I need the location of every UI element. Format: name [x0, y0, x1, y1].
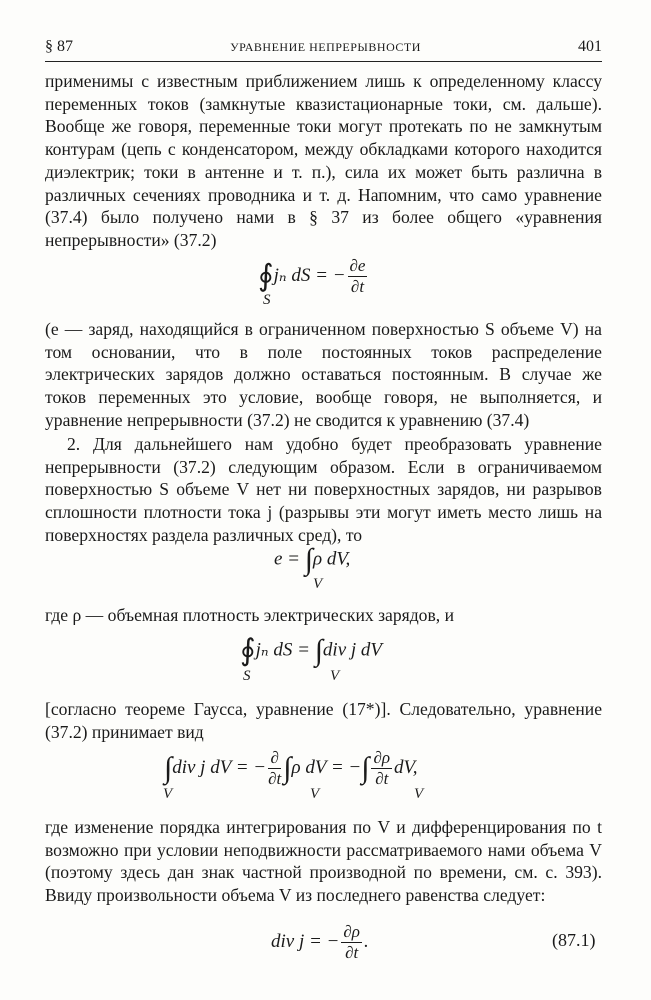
- eq4-numerator-2: ∂ρ: [373, 748, 391, 767]
- integral-sign: ∫: [361, 751, 370, 785]
- equation-volume-form: [164, 748, 417, 789]
- eq3-limit-v: V: [330, 668, 340, 684]
- integral-sign: ∫: [164, 751, 173, 785]
- eq1-denominator: ∂t: [350, 277, 365, 296]
- eq4-fraction-2: [371, 748, 392, 789]
- eq5-tail: .: [363, 930, 369, 952]
- running-title: УРАВНЕНИЕ НЕПРЕРЫВНОСТИ: [230, 40, 421, 54]
- integral-sign: ∫: [304, 543, 313, 576]
- equation-charge-flux: [258, 256, 369, 297]
- section-number: § 87: [45, 38, 73, 55]
- eq4-denominator-2: ∂t: [375, 769, 389, 788]
- eq2-rhs: ρ dV,: [312, 548, 351, 570]
- eq2-limit: V: [313, 576, 323, 592]
- eq5-numerator: ∂ρ: [343, 922, 360, 941]
- paragraph-5: [согласно теореме Гаусса, уравнение (17*)]. Следовательно, уравнение (37.2) принимает вид: [45, 699, 602, 742]
- eq5-lhs: div j = −: [271, 930, 340, 952]
- eq1-fraction: [348, 256, 368, 297]
- eq5-denominator: ∂t: [345, 943, 359, 962]
- eq4-limit-1: V: [163, 786, 173, 802]
- eq3-rhs: div j dV: [322, 639, 383, 661]
- eq3-limit-s: S: [243, 668, 251, 684]
- contour-integral-sign: ∮: [258, 259, 274, 293]
- eq3-lhs: jₙ dS =: [255, 639, 315, 661]
- eq1-limit: S: [263, 292, 271, 308]
- equation-gauss: [240, 636, 382, 666]
- eq4-fraction-1: [268, 748, 281, 789]
- eq4-limit-3: V: [414, 786, 424, 802]
- paragraph-2: (e — заряд, находящийся в ограниченном поверхностью S объеме V) на том основании, что в поле постоянных токов распределение электрических зарядов должно оставаться постоянным. В случае же токов переменных это условие, вообще говоря, не выполняется, и уравнение непрерывности (37.2) не сводится к уравнению (37.4): [45, 319, 602, 430]
- header-rule: [45, 61, 602, 62]
- eq4-numerator-1: ∂: [268, 748, 281, 769]
- eq2-lhs: e =: [274, 548, 305, 570]
- eq4-limit-2: V: [310, 786, 320, 802]
- integral-sign: ∫: [314, 634, 323, 667]
- equation-total-charge: [274, 545, 350, 575]
- paragraph-6: где изменение порядка интегрирования по V и дифференцирования по t возможно при условии неподвижности рассматриваемого нами объема V (поэтому здесь дан знак частной производной по времени, см. с. 393). Ввиду произвольности объема V из последнего равенства следует:: [45, 817, 602, 906]
- equation-number: (87.1): [552, 930, 596, 950]
- page-number: 401: [578, 38, 602, 55]
- paragraph-3: 2. Для дальнейшего нам удобно будет преобразовать уравнение непрерывности (37.2) следующим образом. Если в ограничиваемом поверхностью S объеме V нет ни поверхностных зарядов, ни разрывов сплошности плотности тока j (разрывы эти могут иметь место лишь на поверхностях раздела различных сред), то: [45, 434, 602, 545]
- eq4-denominator-1: ∂t: [268, 769, 282, 788]
- paragraph-1: применимы с известным приближением лишь к определенному классу переменных токов (замкнутые квазистационарные токи, см. дальше). Вообще же говоря, переменные токи могут протекать по не замкнутым контурам (цепь с конденсатором, между обкладками которого находится диэлектрик; токи в антенне и т. п.), сила их может быть различна в различных сечениях проводника и т. д. Напомним, что само уравнение (37.4) было получено нами в § 37 из более общего «уравнения непрерывности» (37.2): [45, 71, 602, 250]
- paragraph-4: где ρ — объемная плотность электрических зарядов, и: [45, 605, 454, 625]
- running-header: [45, 38, 602, 56]
- integral-sign: ∫: [283, 751, 292, 785]
- eq1-lhs: jₙ dS = −: [273, 264, 346, 286]
- eq4-term2: ρ dV = −: [291, 756, 362, 778]
- eq4-term1: div j dV = −: [172, 756, 267, 778]
- eq1-numerator: ∂e: [349, 256, 366, 275]
- eq4-term3: dV,: [394, 756, 418, 778]
- eq5-fraction: [341, 922, 362, 963]
- equation-continuity: [271, 922, 369, 963]
- contour-integral-sign: ∮: [240, 634, 256, 667]
